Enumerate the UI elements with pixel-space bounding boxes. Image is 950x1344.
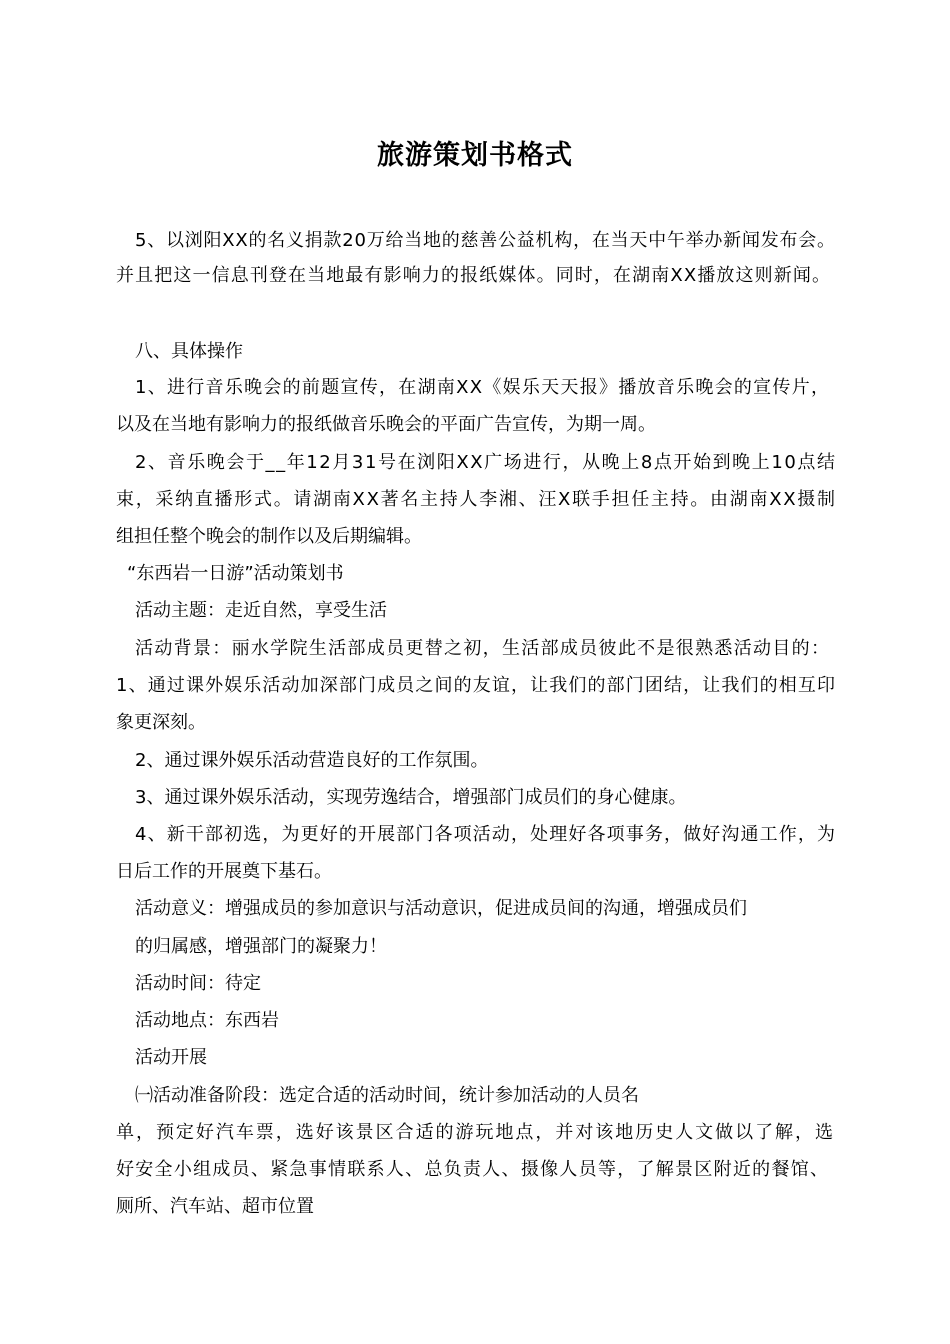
paragraph-line: 的归属感，增强部门的凝聚力！ <box>135 936 387 957</box>
section-heading: 八、具体操作 <box>135 341 243 362</box>
paragraph-line: 单，预定好汽车票，选好该景区合适的游玩地点，并对该地历史人文做以了解，选 <box>116 1122 835 1143</box>
paragraph-line: 2、通过课外娱乐活动营造良好的工作氛围。 <box>135 750 489 771</box>
paragraph-line: ㈠活动准备阶段：选定合适的活动时间，统计参加活动的人员名 <box>135 1085 639 1106</box>
paragraph-line: 1、通过课外娱乐活动加深部门成员之间的友谊，让我们的部门团结，让我们的相互印 <box>116 675 837 696</box>
plan-title: “东西岩一日游”活动策划书 <box>127 563 344 584</box>
paragraph-line: 组担任整个晚会的制作以及后期编辑。 <box>116 526 422 547</box>
paragraph-line: 活动主题：走近自然，享受生活 <box>135 600 387 621</box>
paragraph-line: 2、音乐晚会于__年12月31号在浏阳XX广场进行，从晚上8点开始到晚上10点结 <box>135 452 837 473</box>
paragraph-line: 并且把这一信息刊登在当地最有影响力的报纸媒体。同时，在湖南XX播放这则新闻。 <box>116 265 832 286</box>
paragraph-line: 以及在当地有影响力的报纸做音乐晚会的平面广告宣传，为期一周。 <box>116 414 656 435</box>
paragraph-line: 日后工作的开展奠下基石。 <box>116 861 332 882</box>
paragraph-line: 好安全小组成员、紧急事情联系人、总负责人、摄像人员等，了解景区附近的餐馆、 <box>116 1159 830 1180</box>
paragraph-line: 厕所、汽车站、超市位置 <box>116 1196 314 1217</box>
paragraph-line: 活动意义：增强成员的参加意识与活动意识，促进成员间的沟通，增强成员们 <box>135 898 747 919</box>
paragraph-line: 活动地点：东西岩 <box>135 1010 279 1031</box>
paragraph-line: 5、以浏阳XX的名义捐款20万给当地的慈善公益机构，在当天中午举办新闻发布会。 <box>135 230 836 251</box>
paragraph-line: 束，采纳直播形式。请湖南XX著名主持人李湘、汪X联手担任主持。由湖南XX摄制 <box>116 489 837 510</box>
document-title: 旅游策划书格式 <box>377 140 573 171</box>
paragraph-line: 活动开展 <box>135 1047 207 1068</box>
paragraph-line: 活动时间：待定 <box>135 973 261 994</box>
paragraph-line: 1、进行音乐晚会的前题宣传，在湖南XX《娱乐天天报》播放音乐晚会的宣传片， <box>135 377 831 398</box>
paragraph-line: 4、新干部初选，为更好的开展部门各项活动，处理好各项事务，做好沟通工作，为 <box>135 824 837 845</box>
paragraph-line: 象更深刻。 <box>116 712 206 733</box>
paragraph-line: 3、通过课外娱乐活动，实现劳逸结合，增强部门成员们的身心健康。 <box>135 787 687 808</box>
paragraph-line: 活动背景：丽水学院生活部成员更替之初，生活部成员彼此不是很熟悉活动目的： <box>135 638 831 659</box>
